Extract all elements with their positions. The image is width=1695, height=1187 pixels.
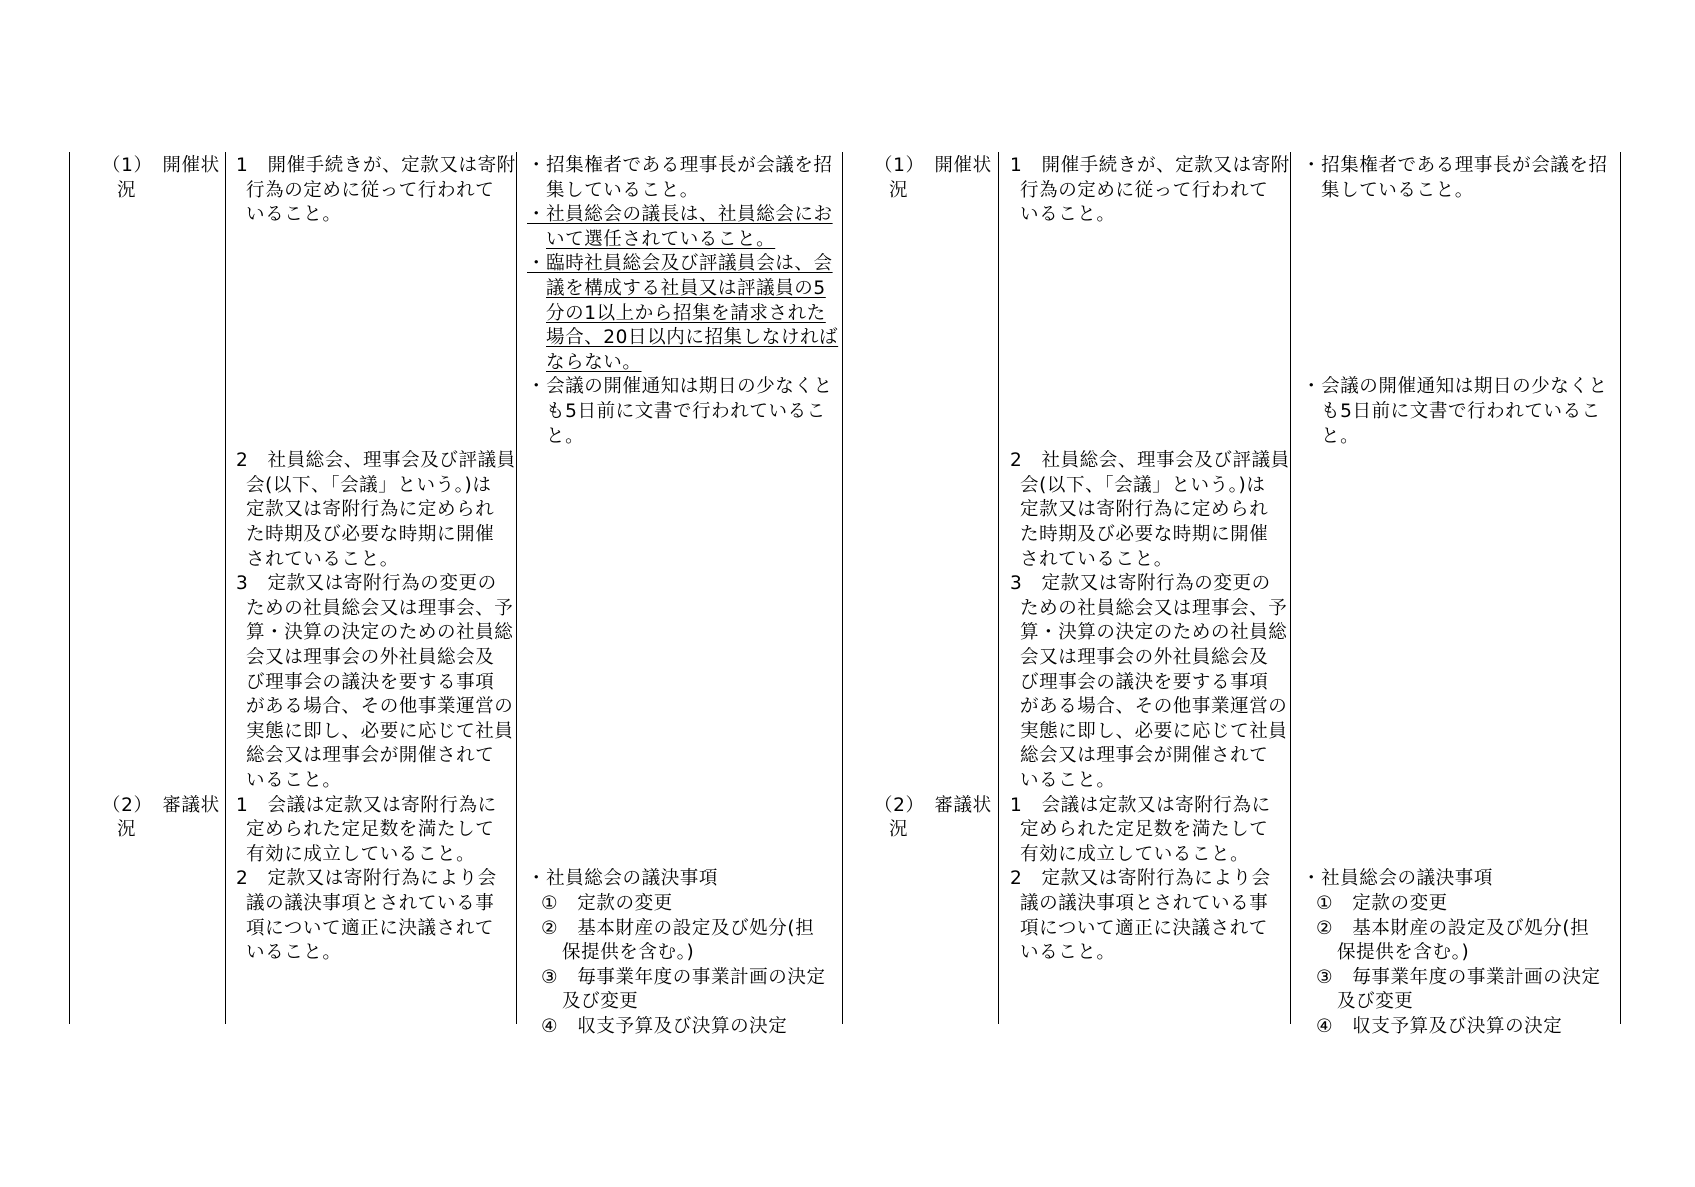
note-text: 保提供を含む。) [562, 942, 695, 964]
note-text: ④ 収支予算及び決算の決定 [1316, 1016, 1563, 1037]
note-text-underlined: 議を構成する社員又は評議員の5 [546, 278, 826, 299]
requirement-text: 総会又は理事会が開催されて [246, 745, 495, 767]
note-text-underlined: 分の1以上から招集を請求された [546, 302, 826, 324]
requirement-text: 行為の定めに従って行われて [246, 179, 495, 201]
requirement-text: 会(以下、「会議」という。)は [246, 474, 492, 496]
section-heading: （1） 開催状 [874, 155, 992, 176]
requirement-text: 実態に即し、必要に応じて社員 [1020, 720, 1288, 742]
table-divider-center [842, 152, 843, 1024]
note-text-underlined: ならない。 [546, 351, 642, 373]
requirement-text: 有効に成立していること。 [1020, 843, 1250, 865]
requirement-text: 2 定款又は寄附行為により会 [236, 868, 497, 890]
right-table-border-right [1620, 152, 1621, 1024]
requirement-text: されていること。 [246, 548, 399, 570]
section-heading: （2） 審議状 [102, 794, 220, 816]
requirement-text: た時期及び必要な時期に開催 [1020, 524, 1269, 545]
note-text: 集していること。 [546, 179, 699, 201]
left-table-border-col2 [225, 152, 226, 1024]
note-text-underlined: ・臨時社員総会及び評議員会は、会 [527, 253, 833, 275]
section-heading: （2） 審議状 [874, 794, 992, 816]
note-text: 及び変更 [1337, 991, 1414, 1013]
note-text: ② 基本財産の設定及び処分(担 [541, 917, 815, 939]
requirement-text: 2 社員総会、理事会及び評議員 [236, 450, 516, 472]
note-text-underlined: いて選任されていること。 [546, 228, 776, 250]
requirement-text: 1 会議は定款又は寄附行為に [1010, 794, 1271, 816]
left-table-border-col3 [516, 152, 517, 1024]
requirement-text: 2 定款又は寄附行為により会 [1010, 868, 1271, 890]
requirement-text: いること。 [246, 770, 342, 791]
section-heading: 況 [889, 179, 909, 201]
note-text: 保提供を含む。) [1337, 942, 1470, 964]
right-table-border-col2 [998, 152, 999, 1024]
note-text: 集していること。 [1321, 179, 1474, 201]
requirement-text: 会(以下、「会議」という。)は [1020, 474, 1266, 496]
note-text: ・招集権者である理事長が会議を招 [527, 155, 833, 176]
requirement-text: 1 開催手続きが、定款又は寄附 [236, 155, 516, 176]
note-text: ・社員総会の議決事項 [527, 868, 719, 890]
requirement-text: いること。 [1020, 770, 1116, 791]
requirement-text: 3 定款又は寄附行為の変更の [1010, 573, 1271, 595]
section-heading: （1） 開催状 [102, 155, 220, 176]
requirement-text: いること。 [246, 204, 342, 226]
note-text: 及び変更 [562, 991, 639, 1013]
requirement-text: 項について適正に決議されて [246, 917, 494, 939]
section-heading: 況 [117, 819, 137, 841]
note-text: ① 定款の変更 [1316, 893, 1448, 914]
note-text-underlined: ・社員総会の議長は、社員総会にお [527, 204, 833, 226]
note-text: ・会議の開催通知は期日の少なくと [527, 376, 833, 398]
requirement-text: いること。 [1020, 942, 1116, 964]
requirement-text: されていること。 [1020, 548, 1173, 570]
requirement-text: 有効に成立していること。 [246, 843, 476, 865]
requirement-text: 1 会議は定款又は寄附行為に [236, 794, 497, 816]
requirement-text: 1 開催手続きが、定款又は寄附 [1010, 155, 1290, 176]
note-text: ・社員総会の議決事項 [1302, 868, 1494, 890]
requirement-text: 総会又は理事会が開催されて [1020, 745, 1269, 767]
requirement-text: いること。 [246, 942, 342, 964]
requirement-text: 議の議決事項とされている事 [1020, 893, 1269, 914]
requirement-text: 行為の定めに従って行われて [1020, 179, 1269, 201]
requirement-text: た時期及び必要な時期に開催 [246, 524, 495, 545]
requirement-text: 2 社員総会、理事会及び評議員 [1010, 450, 1290, 472]
note-text: も5日前に文書で行われているこ [1321, 401, 1601, 422]
requirement-text: 算・決算の決定のための社員総 [246, 622, 514, 644]
requirement-text: 定められた定足数を満たして [246, 819, 495, 841]
section-heading: 況 [117, 179, 137, 201]
note-text: ② 基本財産の設定及び処分(担 [1316, 917, 1590, 939]
note-text: ① 定款の変更 [541, 893, 673, 914]
requirement-text: がある場合、その他事業運営の [1020, 696, 1288, 718]
section-heading: 況 [889, 819, 909, 841]
requirement-text: 実態に即し、必要に応じて社員 [246, 720, 514, 742]
requirement-text: 会又は理事会の外社員総会及 [1020, 647, 1269, 668]
requirement-text: 会又は理事会の外社員総会及 [246, 647, 495, 668]
requirement-text: び理事会の議決を要する事項 [246, 671, 495, 693]
requirement-text: 3 定款又は寄附行為の変更の [236, 573, 497, 595]
note-text: ③ 毎事業年度の事業計画の決定 [1316, 966, 1601, 988]
requirement-text: 算・決算の決定のための社員総 [1020, 622, 1288, 644]
requirement-text: ための社員総会又は理事会、予 [246, 597, 514, 619]
requirement-text: 項について適正に決議されて [1020, 917, 1268, 939]
requirement-text: 議の議決事項とされている事 [246, 893, 495, 914]
note-text: ・招集権者である理事長が会議を招 [1302, 155, 1608, 176]
note-text: も5日前に文書で行われているこ [546, 401, 826, 422]
note-text: ④ 収支予算及び決算の決定 [541, 1016, 788, 1037]
left-table-border-left [69, 152, 70, 1024]
note-text: ③ 毎事業年度の事業計画の決定 [541, 966, 826, 988]
requirement-text: 定められた定足数を満たして [1020, 819, 1269, 841]
right-table-border-col3 [1290, 152, 1291, 1024]
requirement-text: ための社員総会又は理事会、予 [1020, 597, 1288, 619]
requirement-text: がある場合、その他事業運営の [246, 696, 514, 718]
requirement-text: 定款又は寄附行為に定められ [246, 499, 495, 521]
requirement-text: いること。 [1020, 204, 1116, 226]
requirement-text: 定款又は寄附行為に定められ [1020, 499, 1269, 521]
note-text: と。 [546, 425, 585, 447]
note-text-underlined: 場合、20日以内に招集しなければ [546, 327, 839, 349]
note-text: ・会議の開催通知は期日の少なくと [1302, 376, 1608, 398]
note-text: と。 [1321, 425, 1360, 447]
requirement-text: び理事会の議決を要する事項 [1020, 671, 1269, 693]
